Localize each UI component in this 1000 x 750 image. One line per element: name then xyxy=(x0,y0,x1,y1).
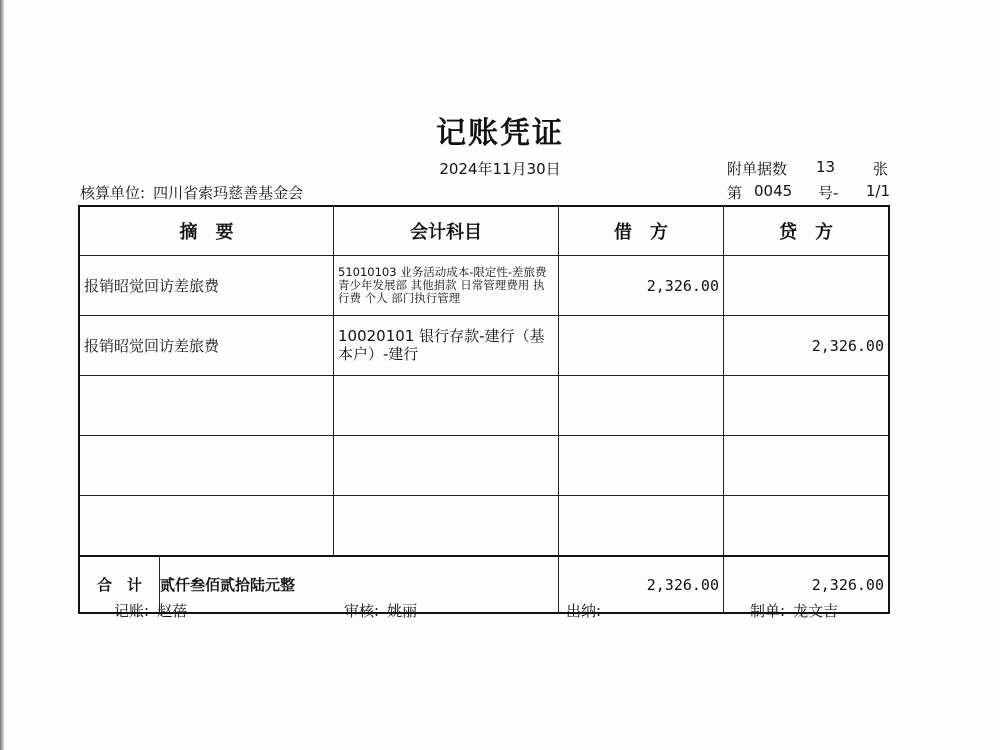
row-summary: 报销昭觉回访差旅费 xyxy=(79,256,334,316)
row-credit xyxy=(724,376,890,436)
row-credit: 2,326.00 xyxy=(724,316,890,376)
voucher-number-value: 0045 xyxy=(754,182,793,200)
row-credit xyxy=(724,256,890,316)
cashier xyxy=(566,600,609,621)
attachment-unit: 张 xyxy=(873,160,889,178)
header-summary: 摘 要 xyxy=(79,206,334,256)
org-name: 四川省索玛慈善基金会 xyxy=(153,184,304,202)
table-row xyxy=(79,436,889,496)
header-debit: 借 方 xyxy=(559,206,724,256)
total-label: 合 计 xyxy=(80,557,160,612)
table-row xyxy=(79,256,889,316)
voucher-date: 2024年11月30日 xyxy=(439,160,561,178)
preparer-label: 制单: xyxy=(750,602,786,620)
voucher-suffix: 号- xyxy=(818,184,839,202)
voucher-prefix: 第 xyxy=(727,184,743,202)
row-summary xyxy=(79,376,334,436)
header-credit: 贷 方 xyxy=(724,206,890,256)
row-debit: 2,326.00 xyxy=(559,256,724,316)
row-credit xyxy=(724,496,890,557)
row-account: 10020101 银行存款-建行（基本户）-建行 xyxy=(334,316,559,376)
reviewer xyxy=(344,600,417,621)
row-account xyxy=(334,376,559,436)
cashier-label: 出纳: xyxy=(566,602,602,620)
table-row xyxy=(79,376,889,436)
bookkeeper xyxy=(114,600,187,621)
row-debit xyxy=(559,316,724,376)
attachment-label: 附单据数 xyxy=(727,160,788,178)
org-label: 核算单位: xyxy=(80,184,146,202)
row-account xyxy=(334,496,559,557)
document-title: 记账凭证 xyxy=(436,116,564,151)
preparer xyxy=(750,600,838,621)
row-account: 51010103 业务活动成本-限定性-差旅费 青少年发展部 其他捐款 日常管理费用 执行费 个人 部门执行管理 xyxy=(334,256,559,316)
table-row xyxy=(79,496,889,557)
row-summary xyxy=(79,436,334,496)
row-debit xyxy=(559,376,724,436)
row-summary xyxy=(79,496,334,557)
table-header-row xyxy=(79,206,889,256)
total-amount-words: 贰仟叁佰贰拾陆元整 xyxy=(160,576,296,594)
accounting-unit xyxy=(80,182,303,203)
voucher-table xyxy=(78,205,890,614)
preparer-name: 龙文吉 xyxy=(793,602,839,620)
row-summary: 报销昭觉回访差旅费 xyxy=(79,316,334,376)
reviewer-name: 姚丽 xyxy=(387,602,418,620)
bookkeeper-name: 赵蓓 xyxy=(157,602,188,620)
row-account xyxy=(334,436,559,496)
total-debit: 2,326.00 xyxy=(559,556,724,613)
attachment-number: 13 xyxy=(816,158,836,176)
reviewer-label: 审核: xyxy=(344,602,380,620)
bookkeeper-label: 记账: xyxy=(114,602,150,620)
row-debit xyxy=(559,496,724,557)
header-account: 会计科目 xyxy=(334,206,559,256)
row-debit xyxy=(559,436,724,496)
voucher-page-index: 1/1 xyxy=(865,182,890,200)
table-row xyxy=(79,316,889,376)
row-credit xyxy=(724,436,890,496)
total-credit: 2,326.00 xyxy=(724,556,890,613)
attachment-count xyxy=(727,158,889,179)
